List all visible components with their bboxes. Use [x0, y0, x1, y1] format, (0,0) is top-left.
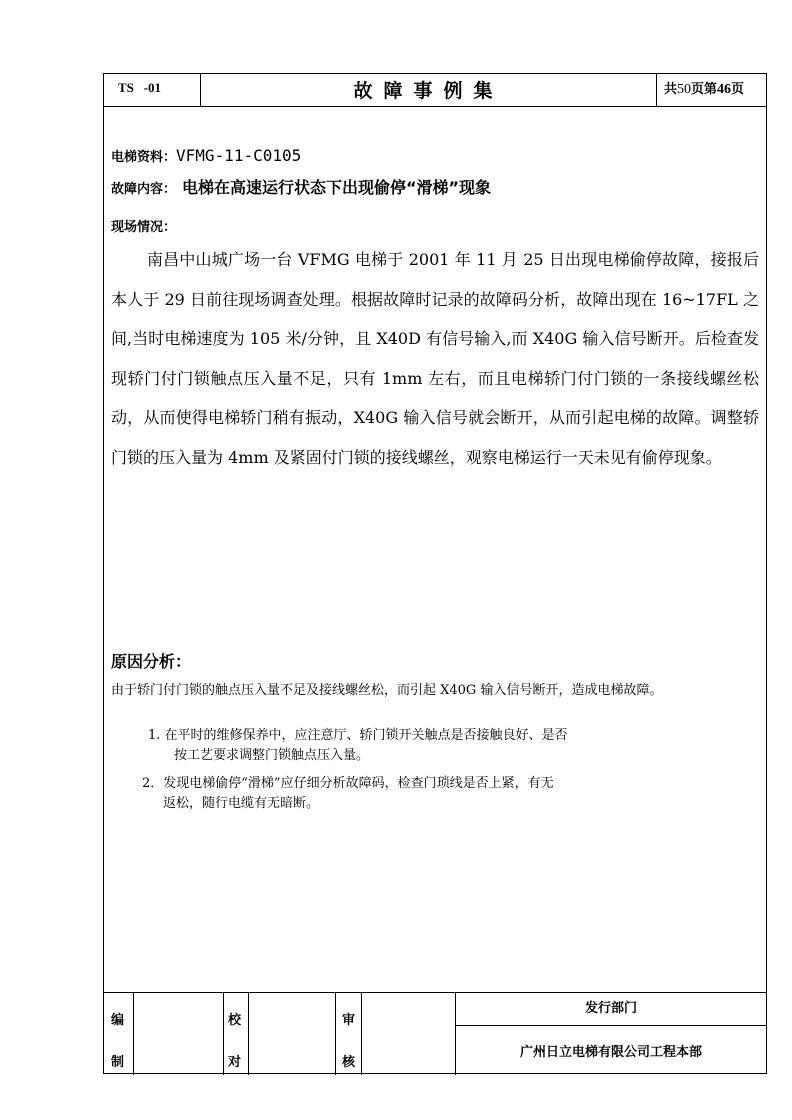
site-label: 现场情况：: [111, 220, 177, 235]
pages-total: 50: [677, 82, 692, 97]
edit-label-2: 制: [111, 1055, 125, 1070]
recommendation-2-line2: 返松，随行电缆有无暗断。: [163, 796, 320, 811]
fault-info: [111, 175, 491, 198]
edit-label-cell: [104, 993, 134, 1075]
recommendation-1-line2: 按工艺要求调整门锁触点压入量。: [174, 748, 370, 763]
check-signature-cell: [249, 993, 336, 1075]
document-title: 故障事例集: [201, 74, 657, 106]
check-label-cell: [224, 993, 249, 1075]
elevator-label: 电梯资料：: [111, 150, 177, 165]
signoff-row: [104, 992, 766, 1075]
issuer-label: 发行部门: [456, 993, 766, 1026]
review-label-1: 审: [342, 1013, 356, 1028]
site-description: 南昌中山城广场一台 VFMG 电梯于 2001 年 11 月 25 日出现电梯偷停故障，接报后本人于 29 日前往现场调查处理。根据故障时记录的故障码分析，故障出现在 16~17FL 之间,当时电梯速度为 105 米/分钟，且 X40D 有信号输入,而 X40G 输入信号断开。后检查发现轿门付门锁触点压入量不足，只有 1mm 左右，而且电梯轿门付门锁的一条接线螺丝松动，从而使得电梯轿门稍有振动，X40G 输入信号就会断开，从而引起电梯的故障。调整轿门锁的压入量为 4mm 及紧固付门锁的接线螺丝，观察电梯运行一天未见有偷停现象。: [111, 250, 759, 467]
cause-title: 原因分析：: [111, 652, 192, 671]
edit-signature-cell: [134, 993, 224, 1075]
pages-prefix: 共: [664, 82, 678, 97]
pages-suffix: 页: [731, 82, 745, 97]
recommendation-2-line1: 2．发现电梯偷停“滑梯”应仔细分析故障码，检查门琐线是否上紧，有无: [142, 776, 554, 791]
pages-mid: 页第: [691, 82, 718, 97]
review-label-2: 核: [342, 1055, 356, 1070]
recommendation-1: [148, 726, 568, 766]
check-label-2: 对: [228, 1055, 242, 1070]
header-row: [104, 74, 766, 107]
review-signature-cell: [362, 993, 456, 1075]
document-frame: [103, 73, 767, 1074]
elevator-info: [111, 146, 301, 165]
check-label-1: 校: [228, 1013, 242, 1028]
document-code: TS -01: [104, 74, 201, 106]
edit-label-1: 编: [111, 1013, 125, 1028]
recommendation-2: [142, 774, 554, 814]
cause-text: 由于轿门付门锁的触点压入量不足及接线螺丝松，而引起 X40G 输入信号断开，造成电梯故障。: [111, 683, 663, 698]
pages-current: 46: [717, 82, 732, 97]
recommendation-1-line1: 1. 在平时的维修保养中，应注意厅、轿门锁开关触点是否接触良好、是否: [148, 728, 568, 743]
fault-label: 故障内容：: [111, 182, 177, 197]
issuer-name: 广州日立电梯有限公司工程本部: [519, 1045, 702, 1060]
page-counter: [656, 74, 766, 106]
elevator-model: VFMG-11-C0105: [176, 146, 302, 165]
fault-description: 电梯在高速运行状态下出现偷停“滑梯”现象: [182, 178, 492, 197]
review-label-cell: [336, 993, 362, 1075]
